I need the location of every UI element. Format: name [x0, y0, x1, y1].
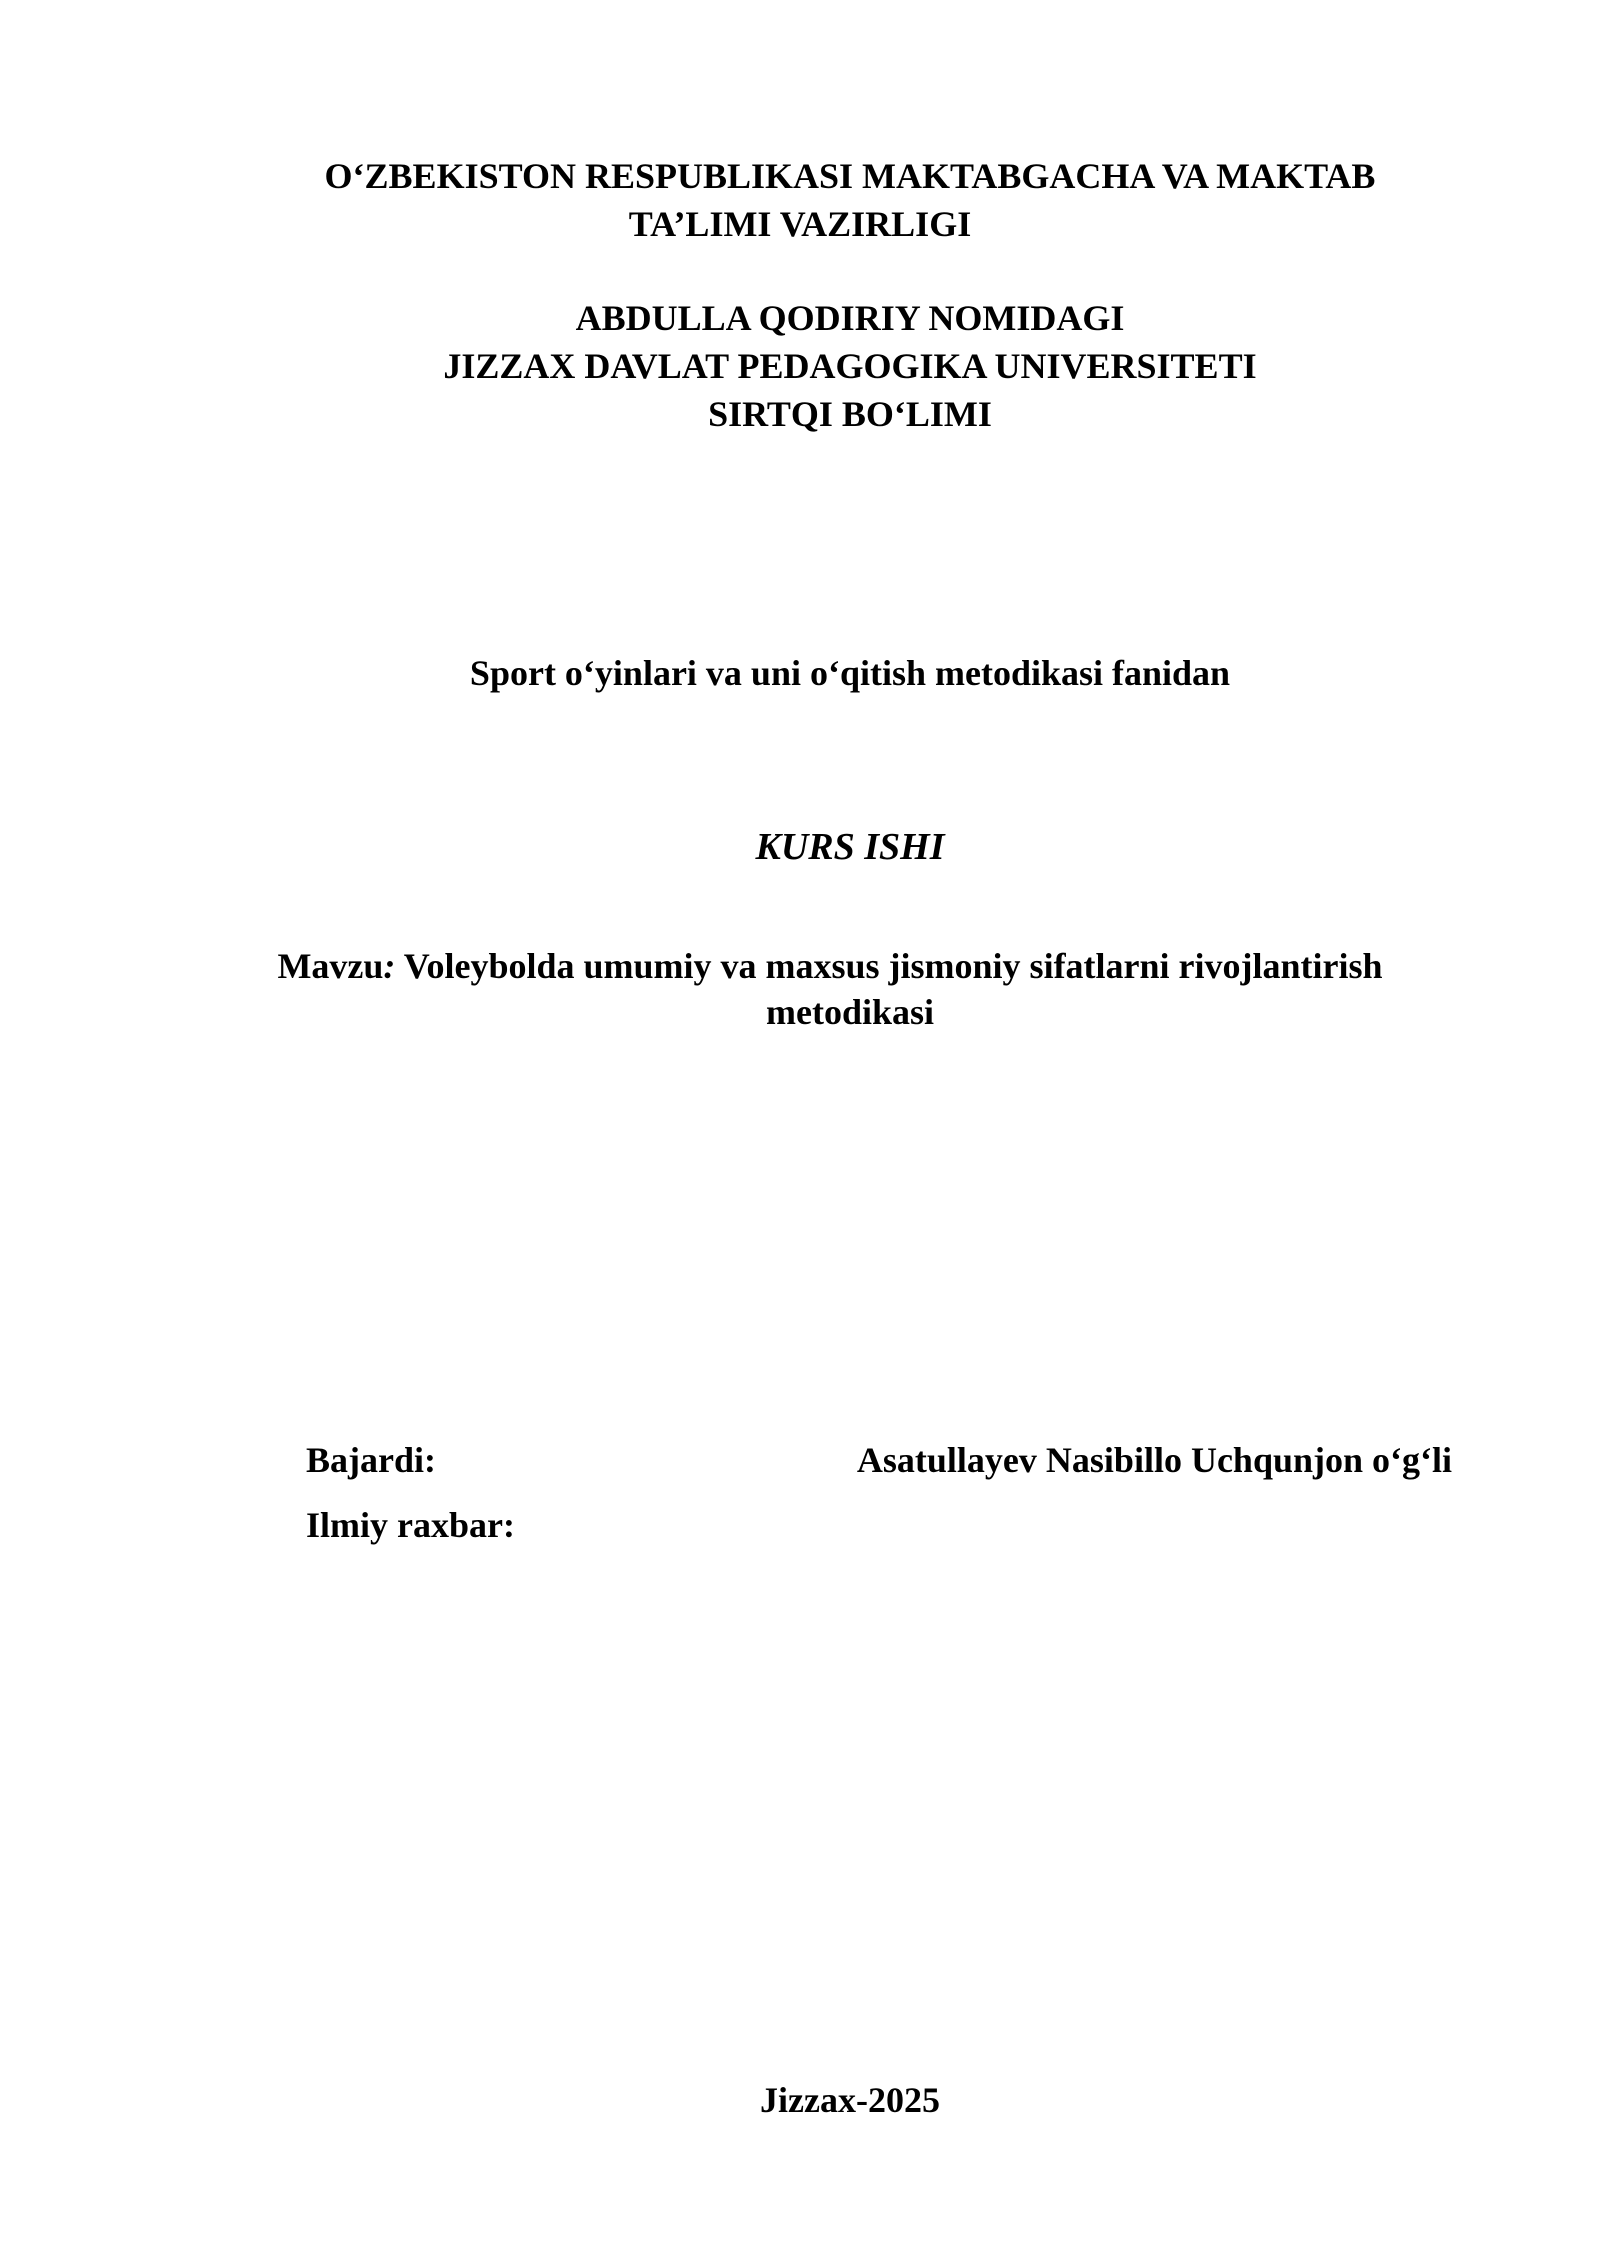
supervisor-label: Ilmiy raxbar: — [306, 1505, 515, 1545]
topic-line1 — [0, 948, 1600, 984]
work-type-title: KURS ISHI — [755, 826, 945, 868]
topic-label: Mavzu — [277, 946, 384, 986]
subject-line: Sport o‘yinlari va uni o‘qitish metodikasi fanidan — [469, 653, 1231, 693]
university-department: SIRTQI BO‘LIMI — [708, 394, 992, 434]
place-year: Jizzax-2025 — [760, 2080, 940, 2120]
author-name: Asatullayev Nasibillo Uchqunjon o‘g‘li — [856, 1440, 1452, 1480]
ministry-title-line2: TA’LIMI VAZIRLIGI — [628, 204, 972, 244]
ministry-title-line1: O‘ZBEKISTON RESPUBLIKASI MAKTABGACHA VA MAKTAB — [324, 156, 1376, 196]
university-name-line2: JIZZAX DAVLAT PEDAGOGIKA UNIVERSITETI — [443, 346, 1257, 386]
topic-text-line1: Voleybolda umumiy va maxsus jismoniy sifatlarni rivojlantirish — [395, 946, 1383, 986]
topic-separator: : — [383, 946, 396, 986]
university-name-line1: ABDULLA QODIRIY NOMIDAGI — [575, 298, 1125, 338]
author-label: Bajardi: — [306, 1440, 436, 1480]
topic-text-line2: metodikasi — [765, 992, 934, 1032]
